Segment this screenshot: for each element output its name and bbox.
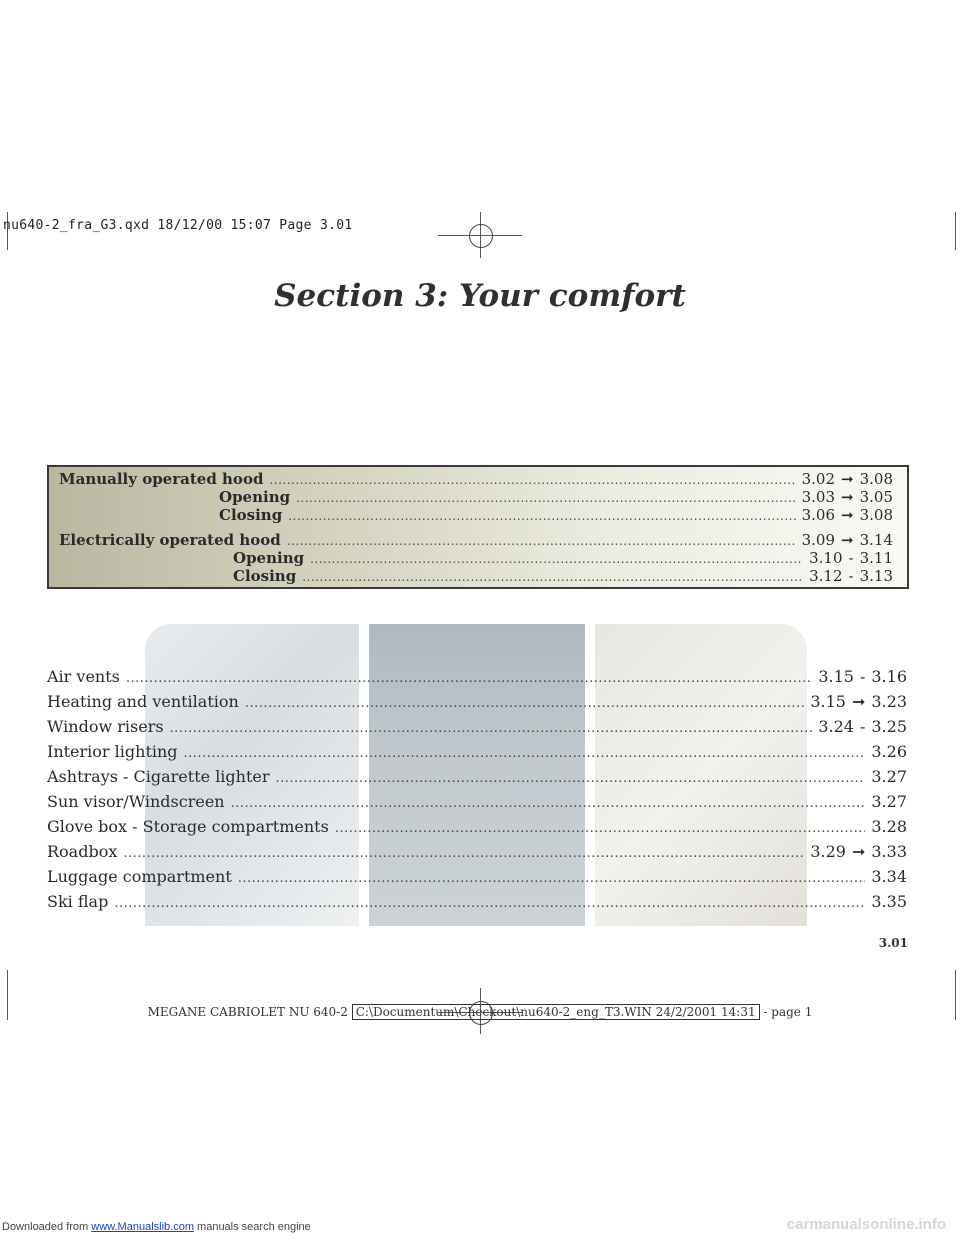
arrow-right-icon: ➞ (841, 506, 854, 524)
toc-entry-label: Electrically operated hood (59, 531, 281, 549)
toc-entry-label: Opening (233, 549, 305, 567)
footer-file-path: C:\Documentum\Checkout\nu640-2_eng_T3.WIN 24/2/2001 14:31 (352, 1004, 760, 1020)
toc-entry (59, 470, 893, 488)
page-start: 3.34 (871, 867, 907, 886)
download-prefix: Downloaded from (2, 1221, 92, 1233)
toc-entry (47, 866, 907, 888)
page-start: 3.24 (818, 717, 854, 736)
toc-entry-pages (871, 816, 907, 838)
toc-entry-pages (802, 531, 893, 549)
page-end: 3.11 (859, 549, 893, 567)
toc-entry-label: Closing (219, 506, 283, 524)
toc-entry (47, 891, 907, 913)
toc-entry-label: Air vents (47, 667, 120, 686)
toc-entry (47, 841, 907, 863)
footer-suffix: - page 1 (763, 1005, 813, 1019)
leader-dots (123, 843, 804, 865)
download-banner (2, 1221, 311, 1233)
manualslib-link[interactable]: www.Manualslib.com (91, 1221, 194, 1233)
print-footer (0, 1005, 960, 1019)
toc-entry-pages (809, 567, 893, 585)
toc-entry-pages (871, 866, 907, 888)
page-end: 3.33 (871, 842, 907, 861)
toc-entry-label: Ashtrays - Cigarette lighter (47, 767, 270, 786)
leader-dots (114, 893, 865, 915)
toc-entry-label: Ski flap (47, 892, 109, 911)
section-title: Section 3: Your comfort (274, 278, 686, 314)
toc-entry-pages (871, 891, 907, 913)
page-start: 3.27 (871, 767, 907, 786)
page-start: 3.27 (871, 792, 907, 811)
toc-entry-label: Sun visor/Windscreen (47, 792, 225, 811)
download-suffix: manuals search engine (193, 1221, 311, 1233)
toc-entry-pages (802, 470, 893, 488)
page-end: 3.05 (859, 488, 893, 506)
arrow-right-icon: ➞ (841, 470, 854, 488)
toc-entry (47, 716, 907, 738)
leader-dots (335, 818, 866, 840)
toc-entry (219, 488, 893, 506)
toc-entry (233, 549, 893, 567)
page-start: 3.06 (801, 506, 836, 524)
leader-dots (269, 471, 795, 489)
arrow-right-icon: ➞ (841, 488, 854, 506)
toc-entry-label: Manually operated hood (59, 470, 264, 488)
toc-entry-label: Opening (219, 488, 291, 506)
toc-entry (47, 741, 907, 763)
page-end: 3.23 (871, 692, 907, 711)
toc-entry-label: Closing (233, 567, 297, 585)
page-start: 3.12 (809, 567, 843, 585)
toc-entry-pages (802, 506, 893, 524)
toc-entry-pages (802, 488, 893, 506)
page-start: 3.10 (809, 549, 843, 567)
toc-entry-label: Roadbox (47, 842, 118, 861)
page-start: 3.35 (871, 892, 907, 911)
toc-entry-label: Window risers (47, 717, 164, 736)
toc-entry-label: Glove box - Storage compartments (47, 817, 329, 836)
toc-entry (47, 766, 907, 788)
arrow-right-icon: ➞ (841, 531, 854, 549)
range-dash: - (859, 717, 866, 736)
leader-dots (302, 568, 803, 586)
page-end: 3.25 (871, 717, 907, 736)
page-start: 3.29 (810, 842, 846, 861)
leader-dots (126, 668, 812, 690)
toc-entry-pages (818, 716, 907, 738)
leader-dots (288, 507, 795, 525)
toc-entry (219, 506, 893, 524)
page-start: 3.02 (801, 470, 836, 488)
arrow-right-icon: ➞ (851, 692, 866, 711)
print-slug: nu640-2_fra_G3.qxd 18/12/00 15:07 Page 3.01 (3, 218, 353, 233)
toc-entry-pages (810, 841, 907, 863)
toc-entry-pages (809, 549, 893, 567)
crop-mark (955, 212, 956, 250)
toc-entry-pages (818, 666, 907, 688)
toc-entry (47, 691, 907, 713)
range-dash: - (859, 667, 866, 686)
page-end: 3.16 (871, 667, 907, 686)
page-start: 3.15 (818, 667, 854, 686)
page-end: 3.13 (859, 567, 893, 585)
toc-entry-label: Luggage compartment (47, 867, 232, 886)
leader-dots (276, 768, 866, 790)
leader-dots (231, 793, 866, 815)
page-end: 3.08 (859, 470, 893, 488)
toc-entry-label: Interior lighting (47, 742, 178, 761)
footer-prefix: MEGANE CABRIOLET NU 640-2 (147, 1005, 348, 1019)
leader-dots (296, 489, 796, 507)
page-number: 3.01 (878, 936, 908, 950)
toc-entry (47, 666, 907, 688)
hood-contents-box (47, 465, 909, 589)
site-watermark: carmanualsonline.info (786, 1216, 946, 1233)
page-start: 3.09 (801, 531, 836, 549)
toc-entry-pages (871, 741, 907, 763)
page-start: 3.15 (810, 692, 846, 711)
page-start: 3.28 (871, 817, 907, 836)
toc-entry-pages (810, 691, 907, 713)
page-end: 3.14 (859, 531, 893, 549)
toc-entry-pages (871, 791, 907, 813)
range-dash: - (848, 549, 854, 567)
leader-dots (310, 550, 803, 568)
leader-dots (170, 718, 813, 740)
toc-entry (47, 816, 907, 838)
page-start: 3.03 (801, 488, 836, 506)
leader-dots (287, 532, 796, 550)
leader-dots (245, 693, 805, 715)
toc-entry (59, 531, 893, 549)
leader-dots (238, 868, 866, 890)
toc-entry-label: Heating and ventilation (47, 692, 239, 711)
toc-entry (47, 791, 907, 813)
arrow-right-icon: ➞ (851, 842, 866, 861)
range-dash: - (848, 567, 854, 585)
page-end: 3.08 (859, 506, 893, 524)
leader-dots (184, 743, 866, 765)
page-start: 3.26 (871, 742, 907, 761)
toc-entry (233, 567, 893, 585)
toc-entry-pages (871, 766, 907, 788)
registration-mark (469, 224, 493, 248)
